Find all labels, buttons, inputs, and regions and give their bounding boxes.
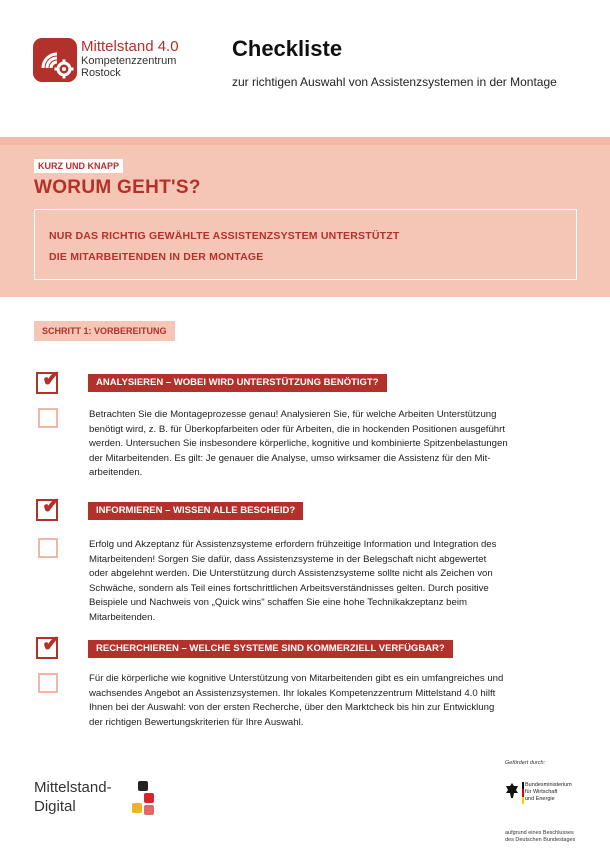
page-subtitle: zur richtigen Auswahl von Assistenzsystemen in der Montage <box>232 75 557 89</box>
intro-lead-box <box>34 209 577 280</box>
section-2-line: oder abgelehnt werden. Die Unterstützung durch Assistenzsysteme sollte nicht als Zeichen von <box>89 568 493 580</box>
intro-kicker: KURZ UND KNAPP <box>34 159 123 173</box>
section-3-line: wachsendes Angebot an Assistenzsystemen. Ihr lokales Kompetenzzentrum Mittelstand 4.0 hilft <box>89 687 496 699</box>
ministry-line-1: Bundesministerium <box>525 782 572 788</box>
md-logo-line-2: Digital <box>34 798 76 815</box>
section-1-line: der Mitarbeitenden. Es gilt: Je genauer die Analyse, umso wirksamer die Assistenz für den Mit- <box>89 452 491 464</box>
section-2-line: Mitarbeitenden! Sorgen Sie dafür, dass Assistenzsysteme in der Belegschaft nicht abgewertet <box>89 553 487 565</box>
logo-city: Rostock <box>81 67 121 79</box>
federal-eagle-icon <box>505 782 519 800</box>
decision-line-2: des Deutschen Bundestages <box>505 837 576 843</box>
ministry-line-3: und Energie <box>525 796 555 802</box>
intro-headline: WORUM GEHT'S? <box>34 177 201 198</box>
section-1-checkbox-empty[interactable] <box>38 408 58 428</box>
german-flag-icon <box>522 782 524 804</box>
section-1-line: Betrachten Sie die Montageprozesse genau! Analysieren Sie, für welche Arbeiten Unterstützung <box>89 409 497 420</box>
section-3-text <box>89 672 571 730</box>
funding-label: Gefördert durch: <box>505 760 546 766</box>
logo-subtitle: Kompetenzzentrum <box>81 55 177 67</box>
section-1-line: benötigt wird, z. B. für Überkopfarbeiten oder für Arbeiten, die in hockenden Positionen ausgeführt <box>89 423 505 435</box>
section-2-text <box>89 538 571 626</box>
section-2-title: INFORMIEREN – WISSEN ALLE BESCHEID? <box>88 502 303 520</box>
section-2-checkbox-empty[interactable] <box>38 538 58 558</box>
section-2-line: Beispiele und Nachweis von „Quick wins" schaffen Sie eine hohe Technikakzeptanz beim <box>89 597 467 609</box>
decision-line-1: aufgrund eines Beschlusses <box>505 830 574 836</box>
section-3-line: Ihnen bei der Auswahl: von der ersten Recherche, über den Marktcheck bis hin zur Entwicklung <box>89 702 495 714</box>
section-1-text <box>89 408 571 481</box>
bundestag-decision <box>505 830 595 844</box>
kompetenzzentrum-logo <box>33 38 203 88</box>
md-logo-line-1: Mittelstand- <box>34 779 112 796</box>
step-label: SCHRITT 1: VORBEREITUNG <box>34 321 175 341</box>
section-3-title: RECHERCHIEREN – WELCHE SYSTEME SIND KOMMERZIELL VERFÜGBAR? <box>88 640 453 658</box>
section-2-line: Erfolg und Akzeptanz für Assistenzsysteme erfordern frühzeitige Information und Integration des <box>89 539 497 550</box>
checkmark-icon: ✔ <box>42 631 61 656</box>
section-2-line: Schwäche, sondern als Teil eines fortschrittlichen Arbeitsverständnisses gelten. Durch positive <box>89 582 489 594</box>
page-title: Checkliste <box>232 36 343 61</box>
checkmark-icon: ✔ <box>42 366 61 391</box>
section-2-checkbox-checked[interactable] <box>36 493 61 521</box>
ministry-line-2: für Wirtschaft <box>525 789 558 795</box>
mittelstand-digital-logo <box>34 778 112 816</box>
checkmark-icon: ✔ <box>42 493 61 518</box>
section-3-line: der richtigen Bewertungskriterien für Ihre Auswahl. <box>89 716 304 728</box>
section-2-line: Mitarbeitenden. <box>89 611 156 623</box>
ministry-name <box>525 782 595 803</box>
intro-lead-line-1: NUR DAS RICHTIG GEWÄHLTE ASSISTENZSYSTEM UNTERSTÜTZT <box>49 230 400 242</box>
funding-notice <box>505 760 595 843</box>
section-3-checkbox-checked[interactable] <box>36 631 61 659</box>
section-3-line: Für die körperliche wie kognitive Unterstützung von Mitarbeitenden gibt es ein umfangreiches und <box>89 673 504 684</box>
section-1-line: werden. Untersuchen Sie insbesondere körperliche, kognitive und kombinierte Spitzenbelastungen <box>89 438 508 450</box>
intro-band-topline <box>0 137 610 145</box>
md-color-dots-icon <box>138 781 156 817</box>
intro-lead-line-2: DIE MITARBEITENDEN IN DER MONTAGE <box>49 251 264 263</box>
section-1-line: arbeitenden. <box>89 467 143 479</box>
section-3-checkbox-empty[interactable] <box>38 673 58 693</box>
section-1-title: ANALYSIEREN – WOBEI WIRD UNTERSTÜTZUNG BENÖTIGT? <box>88 374 387 392</box>
logo-title: Mittelstand 4.0 <box>81 38 179 55</box>
wifi-gear-icon <box>33 38 77 82</box>
section-1-checkbox-checked[interactable] <box>36 366 61 394</box>
